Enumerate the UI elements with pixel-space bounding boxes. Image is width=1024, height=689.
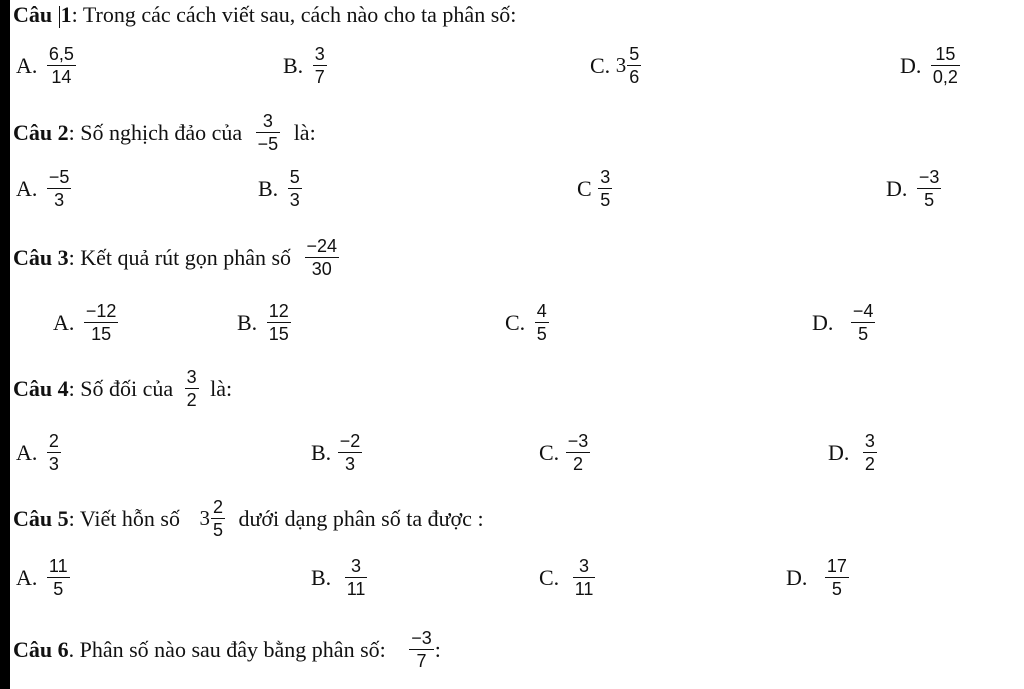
q4-option-c[interactable]: C. $\frac{-3}{2}$ <box>539 431 589 474</box>
q4-option-b[interactable]: B. $\frac{-2}{3}$ <box>311 431 361 474</box>
q3-option-c[interactable]: C. $\frac{4}{5}$ <box>505 301 547 344</box>
q1-option-c[interactable]: C. 3 $\frac{5}{6}$ <box>590 44 640 87</box>
q5-option-a[interactable]: A. $\frac{11}{5}$ <box>16 556 68 599</box>
q3-option-d[interactable]: D. $\frac{-4}{5}$ <box>812 301 874 344</box>
q3-option-a[interactable]: A. $\frac{-12}{15}$ <box>53 301 117 344</box>
q2-option-c[interactable]: C $\frac{3}{5}$ <box>577 167 611 210</box>
q4-option-d[interactable]: D. $\frac{3}{2}$ <box>828 431 875 474</box>
q1-option-b[interactable]: B. $\frac{3}{7}$ <box>283 44 325 87</box>
q2-option-b[interactable]: B. $\frac{5}{3}$ <box>258 167 300 210</box>
question-4: Câu 4: Số đối của $\frac{3}{2}$ là: <box>13 367 233 410</box>
q1-option-a[interactable]: A. $\frac{6,5}{14}$ <box>16 44 74 87</box>
q5-option-d[interactable]: D. $\frac{17}{5}$ <box>786 556 847 599</box>
question-6: Câu 6. Phân số nào sau đây bằng phân số: $\frac{-3}{7}$ : <box>13 628 441 671</box>
q4-option-a[interactable]: A. $\frac{2}{3}$ <box>16 431 59 474</box>
q2-option-d[interactable]: D. $\frac{-3}{5}$ <box>886 167 940 210</box>
q3-option-b[interactable]: B. $\frac{12}{15}$ <box>237 301 289 344</box>
left-edge-bar <box>0 0 10 689</box>
question-2: Câu 2: Số nghịch đảo của $\frac{3}{-5}$ là: <box>13 111 316 154</box>
question-5: Câu 5: Viết hỗn số 3 $\frac{2}{5}$ dưới dạng phân số ta được : <box>13 497 484 540</box>
q5-option-c[interactable]: C. $\frac{3}{11}$ <box>539 556 594 599</box>
q1-option-d[interactable]: D. $\frac{15}{0,2}$ <box>900 44 958 87</box>
q2-option-a[interactable]: A. $\frac{-5}{3}$ <box>16 167 70 210</box>
question-1: Câu 1: Trong các cách viết sau, cách nào cho ta phân số: <box>13 2 517 27</box>
question-3: Câu 3: Kết quả rút gọn phân số $\frac{-24}{30}$ <box>13 236 338 279</box>
q5-option-b[interactable]: B. $\frac{3}{11}$ <box>311 556 366 599</box>
